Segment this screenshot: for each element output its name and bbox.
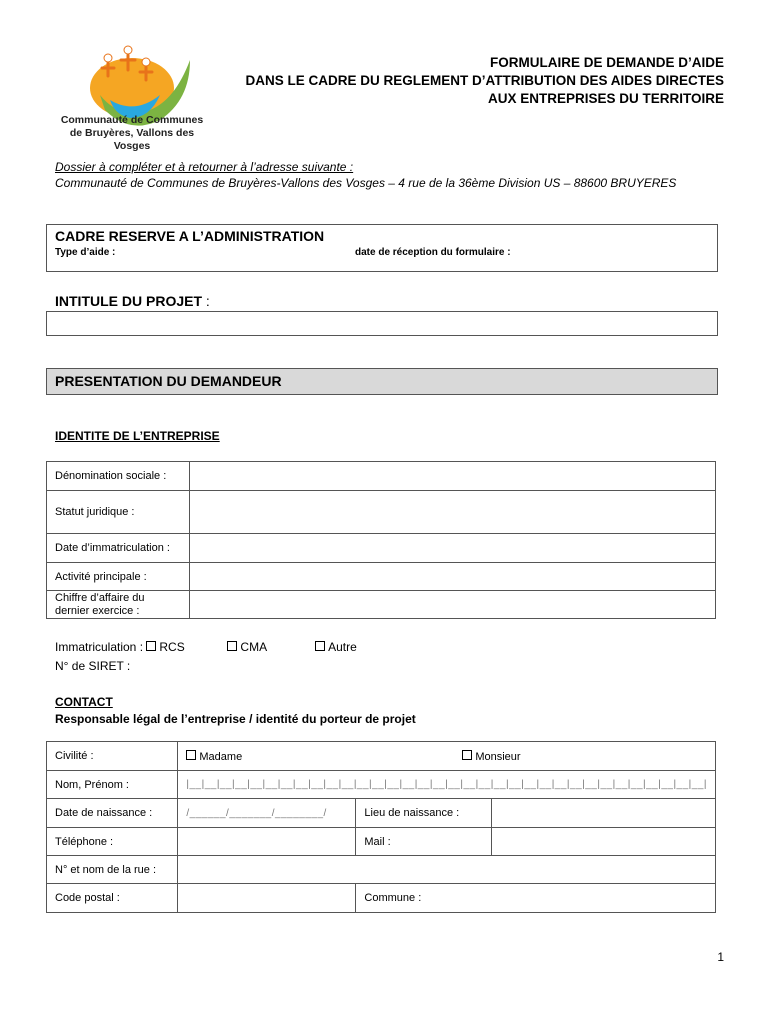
turnover-field[interactable] bbox=[190, 591, 716, 619]
company-name-field[interactable] bbox=[190, 462, 716, 491]
project-title-field[interactable] bbox=[46, 311, 718, 336]
registration-section bbox=[55, 638, 357, 676]
admin-heading: CADRE RESERVE A L’ADMINISTRATION bbox=[55, 228, 325, 244]
address-line: Communauté de Communes de Bruyères-Vallons des Vosges – 4 rue de la 36ème Division US – 88600 BRUYERES bbox=[55, 176, 677, 190]
legal-status-label: Statut juridique : bbox=[47, 491, 190, 534]
cma-label: CMA bbox=[240, 640, 267, 654]
table-row bbox=[47, 828, 716, 856]
table-row bbox=[47, 771, 716, 799]
rcs-label: RCS bbox=[159, 640, 185, 654]
table-row bbox=[47, 856, 716, 884]
name-field[interactable]: |__|__|__|__|__|__|__|__|__|__|__|__|__|__|__|__|__|__|__|__|__|__|__|__|__|__|__|__|__|__|__|__|__|__| bbox=[178, 771, 716, 799]
mail-label: Mail : bbox=[356, 828, 492, 856]
city-label: Commune : bbox=[356, 884, 716, 913]
company-identity-heading: IDENTITE DE L’ENTREPRISE bbox=[55, 429, 220, 443]
org-line-1: Communauté de Communes bbox=[60, 114, 204, 126]
company-identity-table bbox=[46, 461, 716, 619]
table-row bbox=[47, 563, 716, 591]
monsieur-label: Monsieur bbox=[475, 750, 521, 763]
table-row bbox=[47, 534, 716, 563]
madame-checkbox[interactable] bbox=[186, 750, 196, 760]
aid-type-label: Type d’aide : bbox=[55, 247, 116, 258]
birthdate-label: Date de naissance : bbox=[47, 799, 178, 828]
return-address bbox=[55, 159, 676, 191]
table-row bbox=[47, 591, 716, 619]
postal-code-label: Code postal : bbox=[47, 884, 178, 913]
street-field[interactable] bbox=[178, 856, 716, 884]
madame-label: Madame bbox=[199, 750, 243, 763]
form-title bbox=[245, 54, 724, 108]
page-number: 1 bbox=[717, 950, 724, 964]
other-label: Autre bbox=[328, 640, 357, 654]
monsieur-checkbox[interactable] bbox=[462, 750, 472, 760]
table-row bbox=[47, 462, 716, 491]
company-name-label: Dénomination sociale : bbox=[47, 462, 190, 491]
cma-checkbox[interactable] bbox=[227, 641, 237, 651]
table-row bbox=[47, 491, 716, 534]
postal-code-field[interactable] bbox=[178, 884, 356, 913]
address-intro: Dossier à compléter et à retourner à l’adresse suivante : bbox=[55, 160, 354, 174]
contact-section-heading bbox=[55, 694, 416, 728]
street-label: N° et nom de la rue : bbox=[47, 856, 178, 884]
contact-heading: CONTACT bbox=[55, 695, 113, 709]
phone-label: Téléphone : bbox=[47, 828, 178, 856]
birthplace-field[interactable] bbox=[492, 799, 716, 828]
siret-label: N° de SIRET : bbox=[55, 659, 131, 673]
org-line-2: de Bruyères, Vallons des Vosges bbox=[69, 127, 195, 152]
title-line-3: AUX ENTREPRISES DU TERRITOIRE bbox=[487, 91, 724, 106]
legal-status-field[interactable] bbox=[190, 491, 716, 534]
rcs-checkbox[interactable] bbox=[146, 641, 156, 651]
contact-table bbox=[46, 741, 716, 913]
applicant-heading: PRESENTATION DU DEMANDEUR bbox=[55, 373, 282, 389]
project-title-heading bbox=[55, 293, 210, 309]
birthdate-field[interactable]: /______/_______/________/ bbox=[178, 799, 356, 828]
contact-subheading: Responsable légal de l’entreprise / identité du porteur de projet bbox=[55, 712, 416, 726]
registration-label: Immatriculation : bbox=[55, 640, 144, 654]
reception-date-label: date de réception du formulaire : bbox=[355, 247, 511, 258]
table-row bbox=[47, 884, 716, 913]
applicant-section-header bbox=[46, 368, 718, 395]
project-heading-colon: : bbox=[202, 293, 210, 309]
registration-date-label: Date d’immatriculation : bbox=[47, 534, 190, 563]
title-line-2: DANS LE CADRE DU REGLEMENT D’ATTRIBUTION DES AIDES DIRECTES bbox=[245, 73, 724, 88]
birthplace-label: Lieu de naissance : bbox=[356, 799, 492, 828]
title-line-1: FORMULAIRE DE DEMANDE D’AIDE bbox=[489, 55, 724, 70]
civility-label: Civilité : bbox=[47, 742, 178, 771]
table-row bbox=[47, 799, 716, 828]
name-label: Nom, Prénom : bbox=[47, 771, 178, 799]
mail-field[interactable] bbox=[492, 828, 716, 856]
main-activity-field[interactable] bbox=[190, 563, 716, 591]
registration-date-field[interactable] bbox=[190, 534, 716, 563]
organization-name bbox=[52, 114, 212, 153]
table-row bbox=[47, 742, 716, 771]
phone-field[interactable] bbox=[178, 828, 356, 856]
civility-options bbox=[178, 742, 716, 771]
turnover-label: Chiffre d’affaire du dernier exercice : bbox=[47, 591, 190, 619]
main-activity-label: Activité principale : bbox=[47, 563, 190, 591]
admin-reserved-box bbox=[46, 224, 718, 272]
project-heading-text: INTITULE DU PROJET bbox=[55, 293, 203, 309]
other-checkbox[interactable] bbox=[315, 641, 325, 651]
